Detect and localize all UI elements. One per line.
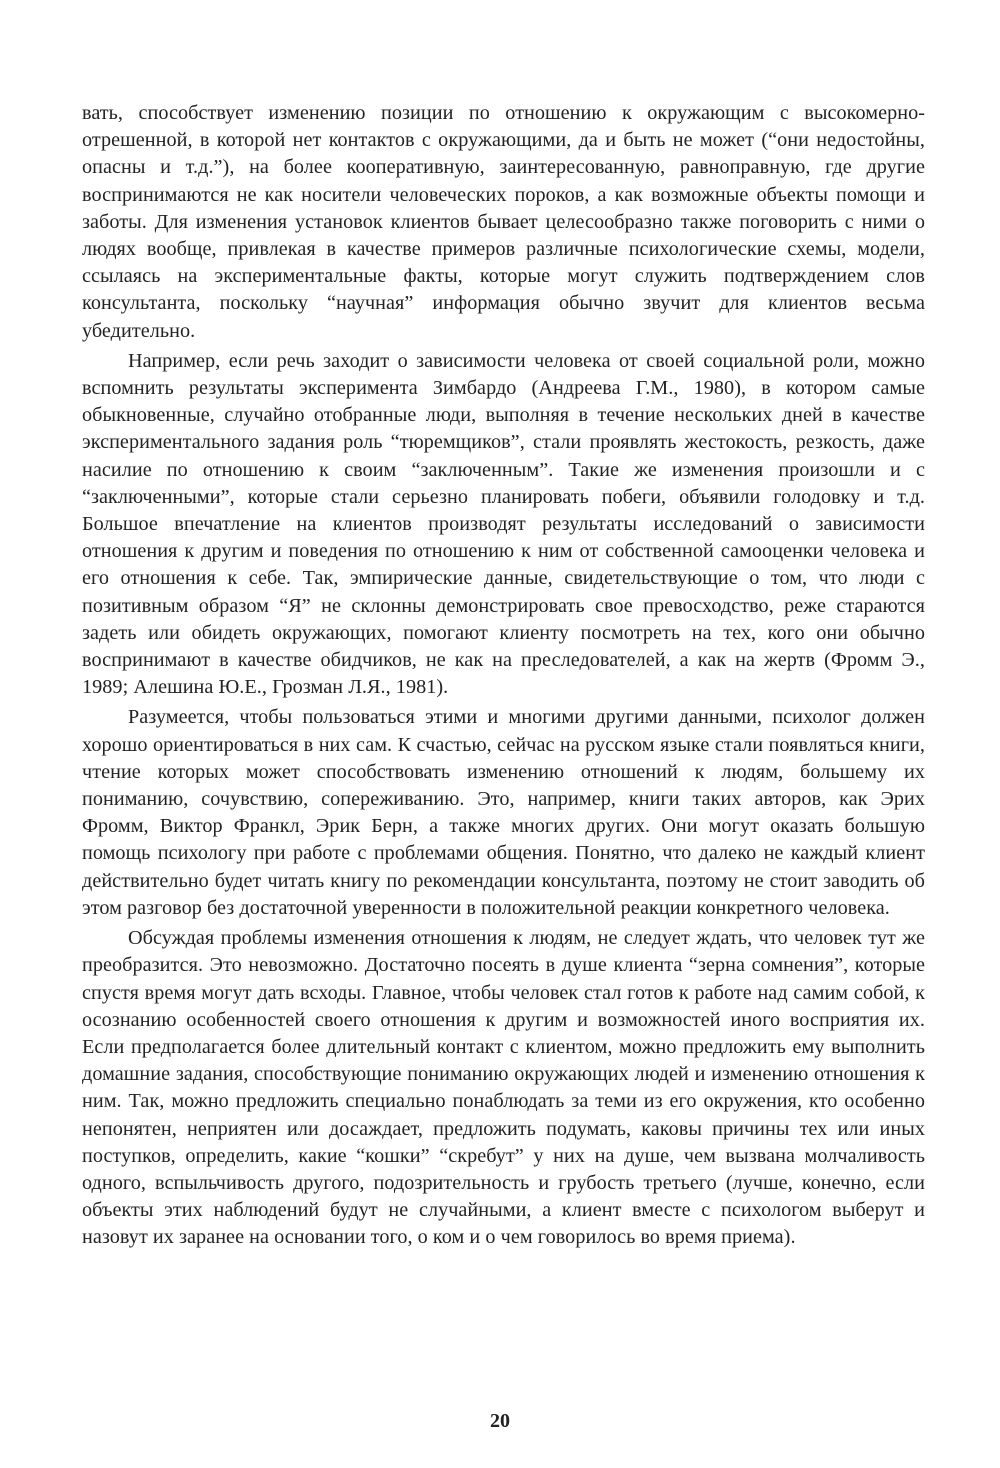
paragraph-2: Например, если речь заходит о зависимости человека от своей социальной роли, можно вспомнить результаты эксперимента Зимбардо (Андреева Г.М., 1980), в котором самые обыкновенные, случайно отобранные люди, выполняя в течение нескольких дней в качестве экспериментального задания роль “тюремщиков”, стали проявлять жестокость, резкость, даже насилие по отношению к своим “заключенным”. Такие же изменения произошли и с “заключенными”, которые стали серьезно планировать побеги, объявили голодовку и т.д. Большое впечатление на клиентов производят результаты исследований о зависимости отношения к другим и поведения по отношению к ним от собственной самооценки человека и его отношения к себе. Так, эмпирические данные, свидетельствующие о том, что люди с позитивным образом “Я” не склонны демонстрировать свое превосходство, реже стараются задеть или обидеть окружающих, помогают клиенту посмотреть на тех, кого они обычно воспринимают в качестве обидчиков, не как на преследователей, а как на жертв (Фромм Э., 1989; Алешина Ю.Е., Грозман Л.Я., 1981). bbox=[82, 349, 925, 699]
paragraph-1: вать, способствует изменению позиции по отношению к окружающим с высокомерно-отрешенной, в которой нет контактов с окружающими, да и быть не может (“они недостойны, опасны и т.д.”), на более кооперативную, заинтересованную, равноправную, где другие воспринимаются не как носители человеческих пороков, а как возможные объекты помощи и заботы. Для изменения установок клиентов бывает целесообразно также поговорить с ними о людях вообще, привлекая в качестве примеров различные психологические схемы, модели, ссылаясь на экспериментальные факты, которые могут служить подтверждением слов консультанта, поскольку “научная” информация обычно звучит для клиентов весьма убедительно. bbox=[82, 102, 925, 342]
paragraph-4: Обсуждая проблемы изменения отношения к людям, не следует ждать, что человек тут же преобразится. Это невозможно. Достаточно посеять в душе клиента “зерна сомнения”, которые спустя время могут дать всходы. Главное, чтобы человек стал готов к работе над самим собой, к осознанию особенностей своего отношения к другим и возможностей иного восприятия их. Если предполагается более длительный контакт с клиентом, можно предложить ему выполнить домашние задания, способствующие пониманию окружающих людей и изменению отношения к ним. Так, можно предложить специально понаблюдать за теми из его окружения, кто особенно непонятен, неприятен или досаждает, предложить подумать, каковы причины тех или иных поступков, определить, какие “кошки” “скребут” у них на душе, чем вызвана молчаливость одного, вспыльчивость другого, подозрительность и грубость третьего (лучше, конечно, если объекты этих наблюдений будут не случайными, а клиент вместе с психологом выберут и назовут их заранее на основании того, о ком и о чем говорилось во время приема). bbox=[82, 927, 925, 1249]
paragraph-3: Разумеется, чтобы пользоваться этими и многими другими данными, психолог должен хорошо ориентироваться в них сам. К счастью, сейчас на русском языке стали появляться книги, чтение которых может способствовать изменению отношений к людям, большему их пониманию, сочувствию, сопереживанию. Это, например, книги таких авторов, как Эрих Фромм, Виктор Франкл, Эрик Берн, а также многих других. Они могут оказать большую помощь психологу при работе с проблемами общения. Понятно, что далеко не каждый клиент действительно будет читать книгу по рекомендации консультанта, поэтому не стоит заводить об этом разговор без достаточной уверенности в положительной реакции конкретного человека. bbox=[82, 706, 925, 919]
page-number: 20 bbox=[490, 1410, 510, 1432]
text-body bbox=[82, 100, 925, 1252]
